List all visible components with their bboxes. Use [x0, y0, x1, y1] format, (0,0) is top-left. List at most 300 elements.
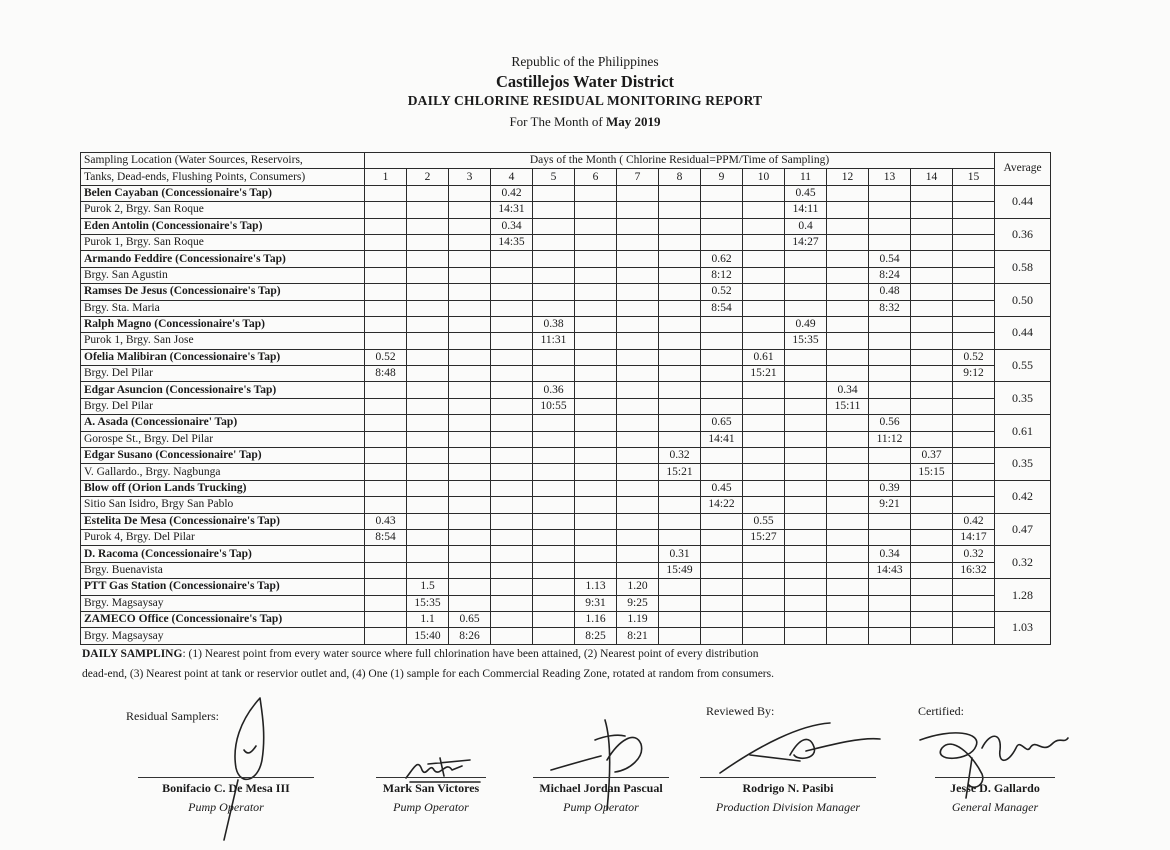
sampling-time-day-7 — [617, 464, 659, 480]
residual-value-day-6 — [575, 251, 617, 267]
table-row-sub — [81, 366, 1051, 382]
table-row-sub — [81, 595, 1051, 611]
sampling-time-day-13 — [869, 366, 911, 382]
sampling-time-day-1 — [365, 300, 407, 316]
sampling-note-label: DAILY SAMPLING — [82, 648, 183, 660]
sampling-time-day-11 — [785, 595, 827, 611]
residual-value-day-12 — [827, 480, 869, 496]
signer-2-title: Pump Operator — [393, 800, 469, 814]
sampling-time-day-4 — [491, 628, 533, 644]
sampling-time-day-1 — [365, 333, 407, 349]
samplers-label: Residual Samplers: — [126, 709, 219, 723]
sampling-time-day-3 — [449, 529, 491, 545]
sampling-time-day-7 — [617, 497, 659, 513]
residual-value-day-8 — [659, 349, 701, 365]
residual-value-day-6: 1.16 — [575, 611, 617, 627]
sampling-time-day-10 — [743, 267, 785, 283]
sampling-time-day-13: 8:24 — [869, 267, 911, 283]
sampling-time-day-4 — [491, 398, 533, 414]
residual-value-day-5 — [533, 611, 575, 627]
sampling-time-day-8 — [659, 333, 701, 349]
sampling-time-day-14 — [911, 595, 953, 611]
sampling-time-day-7 — [617, 333, 659, 349]
residual-value-day-7: 1.20 — [617, 579, 659, 595]
residual-value-day-5 — [533, 251, 575, 267]
sampling-time-day-12 — [827, 300, 869, 316]
residual-value-day-4: 0.34 — [491, 218, 533, 234]
sampling-time-day-10: 15:21 — [743, 366, 785, 382]
sampling-time-day-3 — [449, 267, 491, 283]
residual-value-day-1 — [365, 185, 407, 201]
table-row — [81, 185, 1051, 201]
day-header-5: 5 — [533, 169, 575, 185]
sampling-time-day-5 — [533, 497, 575, 513]
sampling-time-day-12: 15:11 — [827, 398, 869, 414]
sampling-time-day-8 — [659, 628, 701, 644]
residual-value-day-15 — [953, 218, 995, 234]
residual-value-day-5: 0.38 — [533, 316, 575, 332]
certified-label: Certified: — [918, 704, 964, 718]
sampling-time-day-13 — [869, 333, 911, 349]
sampling-time-day-9 — [701, 333, 743, 349]
residual-value-day-3 — [449, 513, 491, 529]
sampling-time-day-8 — [659, 529, 701, 545]
sampling-time-day-1 — [365, 628, 407, 644]
sampling-time-day-7: 9:25 — [617, 595, 659, 611]
sampling-time-day-11 — [785, 497, 827, 513]
average-value: 0.61 — [995, 415, 1051, 448]
residual-value-day-13 — [869, 579, 911, 595]
signer-2-name: Mark San Victores — [382, 781, 480, 795]
location-name: D. Racoma (Concessionaire's Tap) — [81, 546, 365, 562]
sampling-time-day-4 — [491, 595, 533, 611]
sampling-time-day-10 — [743, 234, 785, 250]
location-name: Armando Feddire (Concessionaire's Tap) — [81, 251, 365, 267]
residual-value-day-5 — [533, 579, 575, 595]
sampling-time-day-6 — [575, 398, 617, 414]
sampling-time-day-1 — [365, 464, 407, 480]
sampling-time-day-8 — [659, 595, 701, 611]
residual-value-day-1 — [365, 579, 407, 595]
residual-value-day-4 — [491, 251, 533, 267]
sampling-time-day-9: 8:54 — [701, 300, 743, 316]
sampling-time-day-14: 15:15 — [911, 464, 953, 480]
residual-value-day-6 — [575, 185, 617, 201]
residual-value-day-4 — [491, 579, 533, 595]
residual-value-day-7 — [617, 448, 659, 464]
residual-value-day-9 — [701, 448, 743, 464]
sampling-time-day-7 — [617, 267, 659, 283]
location-address: Sitio San Isidro, Brgy San Pablo — [81, 497, 365, 513]
sampling-time-day-6: 8:25 — [575, 628, 617, 644]
residual-value-day-2 — [407, 382, 449, 398]
average-value: 0.32 — [995, 546, 1051, 579]
location-address: Brgy. Del Pilar — [81, 398, 365, 414]
sampling-time-day-13: 9:21 — [869, 497, 911, 513]
residual-value-day-9 — [701, 579, 743, 595]
sampling-time-day-7 — [617, 431, 659, 447]
sampling-time-day-3 — [449, 333, 491, 349]
days-header: Days of the Month ( Chlorine Residual=PPM/Time of Sampling) — [365, 153, 995, 169]
location-address: Purok 2, Brgy. San Roque — [81, 202, 365, 218]
residual-value-day-10 — [743, 448, 785, 464]
sampling-time-day-6 — [575, 431, 617, 447]
residual-value-day-1: 0.43 — [365, 513, 407, 529]
table-row — [81, 546, 1051, 562]
sampling-time-day-14 — [911, 529, 953, 545]
residual-value-day-11 — [785, 579, 827, 595]
header-month-value: May 2019 — [606, 114, 661, 129]
signer-1-title: Pump Operator — [188, 800, 264, 814]
sampling-time-day-11: 15:35 — [785, 333, 827, 349]
residual-value-day-13 — [869, 448, 911, 464]
sampling-time-day-9 — [701, 464, 743, 480]
signer-4 — [693, 777, 883, 815]
sampling-time-day-9 — [701, 234, 743, 250]
residual-value-day-8 — [659, 382, 701, 398]
residual-value-day-7 — [617, 382, 659, 398]
day-header-8: 8 — [659, 169, 701, 185]
residual-value-day-9 — [701, 611, 743, 627]
residual-value-day-4 — [491, 480, 533, 496]
residual-value-day-10 — [743, 316, 785, 332]
sampling-time-day-3 — [449, 595, 491, 611]
sampling-time-day-2 — [407, 333, 449, 349]
sampling-time-day-4 — [491, 464, 533, 480]
table-row-sub — [81, 333, 1051, 349]
location-name: PTT Gas Station (Concessionaire's Tap) — [81, 579, 365, 595]
residual-value-day-1 — [365, 218, 407, 234]
residual-value-day-10 — [743, 284, 785, 300]
residual-value-day-12 — [827, 579, 869, 595]
signer-3-name: Michael Jordan Pascual — [539, 781, 663, 795]
location-name: Eden Antolin (Concessionaire's Tap) — [81, 218, 365, 234]
sampling-time-day-4 — [491, 431, 533, 447]
sampling-time-day-8 — [659, 366, 701, 382]
location-name: ZAMECO Office (Concessionaire's Tap) — [81, 611, 365, 627]
residual-value-day-6 — [575, 546, 617, 562]
residual-value-day-14 — [911, 513, 953, 529]
location-address: Brgy. San Agustin — [81, 267, 365, 283]
signer-5-name: Jesse D. Gallardo — [950, 781, 1040, 795]
residual-value-day-1 — [365, 611, 407, 627]
sampling-time-day-14 — [911, 366, 953, 382]
residual-value-day-15: 0.52 — [953, 349, 995, 365]
sampling-time-day-2 — [407, 234, 449, 250]
day-header-10: 10 — [743, 169, 785, 185]
average-value: 0.36 — [995, 218, 1051, 251]
location-address: Brgy. Sta. Maria — [81, 300, 365, 316]
sampling-time-day-10: 15:27 — [743, 529, 785, 545]
sampling-time-day-4 — [491, 529, 533, 545]
residual-value-day-14 — [911, 415, 953, 431]
sampling-time-day-11: 14:27 — [785, 234, 827, 250]
signer-4-name: Rodrigo N. Pasibi — [742, 781, 834, 795]
table-row-sub — [81, 267, 1051, 283]
residual-value-day-7 — [617, 546, 659, 562]
residual-value-day-11: 0.49 — [785, 316, 827, 332]
sampling-time-day-5 — [533, 464, 575, 480]
sampling-time-day-1 — [365, 497, 407, 513]
chlorine-residual-table — [80, 152, 1051, 645]
residual-value-day-15 — [953, 448, 995, 464]
sampling-time-day-5 — [533, 529, 575, 545]
sampling-time-day-9: 14:41 — [701, 431, 743, 447]
sampling-time-day-9 — [701, 366, 743, 382]
sampling-time-day-2 — [407, 267, 449, 283]
sampling-time-day-10 — [743, 202, 785, 218]
header-month — [0, 114, 1170, 130]
residual-value-day-15: 0.42 — [953, 513, 995, 529]
table-header-row-2 — [81, 169, 1051, 185]
day-header-9: 9 — [701, 169, 743, 185]
residual-value-day-1 — [365, 284, 407, 300]
sampling-time-day-15 — [953, 234, 995, 250]
sampling-time-day-9 — [701, 562, 743, 578]
residual-value-day-1 — [365, 480, 407, 496]
residual-value-day-3 — [449, 382, 491, 398]
location-name: Blow off (Orion Lands Trucking) — [81, 480, 365, 496]
sampling-time-day-13 — [869, 398, 911, 414]
sampling-time-day-4 — [491, 333, 533, 349]
residual-value-day-10 — [743, 251, 785, 267]
sampling-time-day-1: 8:48 — [365, 366, 407, 382]
sampling-time-day-1 — [365, 202, 407, 218]
table-row — [81, 513, 1051, 529]
sampling-time-day-14 — [911, 234, 953, 250]
sampling-time-day-2 — [407, 366, 449, 382]
location-name: Belen Cayaban (Concessionaire's Tap) — [81, 185, 365, 201]
average-value: 0.44 — [995, 185, 1051, 218]
residual-value-day-8 — [659, 513, 701, 529]
sampling-time-day-3 — [449, 300, 491, 316]
sampling-time-day-8: 15:49 — [659, 562, 701, 578]
sampling-time-day-11 — [785, 628, 827, 644]
residual-value-day-6 — [575, 513, 617, 529]
residual-value-day-3: 0.65 — [449, 611, 491, 627]
sampling-time-day-14 — [911, 202, 953, 218]
residual-value-day-10 — [743, 480, 785, 496]
sampling-time-day-10 — [743, 464, 785, 480]
residual-value-day-7 — [617, 349, 659, 365]
residual-value-day-3 — [449, 480, 491, 496]
sampling-time-day-11 — [785, 267, 827, 283]
table-row-sub — [81, 562, 1051, 578]
sampling-time-day-14 — [911, 562, 953, 578]
sampling-time-day-5 — [533, 234, 575, 250]
residual-value-day-11: 0.45 — [785, 185, 827, 201]
sampling-time-day-2 — [407, 464, 449, 480]
location-address: Brgy. Buenavista — [81, 562, 365, 578]
residual-value-day-8: 0.31 — [659, 546, 701, 562]
residual-value-day-7 — [617, 316, 659, 332]
average-value: 0.58 — [995, 251, 1051, 284]
sampling-time-day-6 — [575, 497, 617, 513]
sampling-time-day-15 — [953, 464, 995, 480]
sampling-time-day-8 — [659, 234, 701, 250]
residual-value-day-8 — [659, 185, 701, 201]
residual-value-day-7 — [617, 251, 659, 267]
residual-value-day-11 — [785, 415, 827, 431]
residual-value-day-10: 0.55 — [743, 513, 785, 529]
sampling-time-day-10 — [743, 333, 785, 349]
day-header-13: 13 — [869, 169, 911, 185]
sampling-time-day-13 — [869, 202, 911, 218]
header-republic: Republic of the Philippines — [511, 54, 659, 69]
residual-value-day-12 — [827, 448, 869, 464]
residual-value-day-4 — [491, 448, 533, 464]
sampling-time-day-10 — [743, 497, 785, 513]
residual-value-day-5 — [533, 218, 575, 234]
residual-value-day-9: 0.65 — [701, 415, 743, 431]
residual-value-day-2 — [407, 185, 449, 201]
residual-value-day-6 — [575, 480, 617, 496]
residual-value-day-8 — [659, 251, 701, 267]
residual-value-day-10 — [743, 546, 785, 562]
sampling-time-day-10 — [743, 562, 785, 578]
sampling-time-day-15 — [953, 202, 995, 218]
residual-value-day-9: 0.45 — [701, 480, 743, 496]
residual-value-day-13: 0.56 — [869, 415, 911, 431]
header-month-prefix: For The Month of — [509, 114, 606, 129]
residual-value-day-6 — [575, 316, 617, 332]
sampling-time-day-4: 14:35 — [491, 234, 533, 250]
sampling-time-day-3 — [449, 562, 491, 578]
table-row-sub — [81, 300, 1051, 316]
signer-1 — [131, 777, 321, 815]
signer-5-title: General Manager — [951, 800, 1039, 814]
sampling-time-day-13 — [869, 628, 911, 644]
sampling-time-day-1 — [365, 431, 407, 447]
table-row — [81, 251, 1051, 267]
sampling-note-line1 — [82, 648, 982, 660]
residual-value-day-1 — [365, 546, 407, 562]
residual-value-day-6 — [575, 448, 617, 464]
residual-value-day-11 — [785, 480, 827, 496]
residual-value-day-1 — [365, 415, 407, 431]
signer-3-title: Pump Operator — [563, 800, 639, 814]
table-row-sub — [81, 464, 1051, 480]
residual-value-day-7 — [617, 480, 659, 496]
header-agency: Castillejos Water District — [495, 72, 675, 91]
location-header-line2: Tanks, Dead-ends, Flushing Points, Consumers) — [81, 169, 365, 185]
sampling-time-day-14 — [911, 267, 953, 283]
residual-value-day-2: 1.5 — [407, 579, 449, 595]
residual-value-day-7 — [617, 218, 659, 234]
residual-value-day-3 — [449, 316, 491, 332]
location-name: Ofelia Malibiran (Concessionaire's Tap) — [81, 349, 365, 365]
residual-value-day-15 — [953, 185, 995, 201]
sampling-time-day-10 — [743, 300, 785, 316]
residual-value-day-11: 0.4 — [785, 218, 827, 234]
sampling-time-day-11: 14:11 — [785, 202, 827, 218]
sampling-time-day-8 — [659, 300, 701, 316]
residual-value-day-13 — [869, 611, 911, 627]
sampling-time-day-5 — [533, 431, 575, 447]
sampling-time-day-6 — [575, 333, 617, 349]
table-row-sub — [81, 398, 1051, 414]
residual-value-day-15 — [953, 251, 995, 267]
day-header-12: 12 — [827, 169, 869, 185]
table-row-sub — [81, 497, 1051, 513]
residual-value-day-12 — [827, 316, 869, 332]
residual-value-day-15 — [953, 382, 995, 398]
day-header-14: 14 — [911, 169, 953, 185]
residual-value-day-10 — [743, 218, 785, 234]
residual-value-day-4 — [491, 513, 533, 529]
sampling-time-day-13 — [869, 234, 911, 250]
sampling-time-day-15 — [953, 628, 995, 644]
residual-value-day-6 — [575, 218, 617, 234]
residual-value-day-3 — [449, 185, 491, 201]
residual-value-day-8 — [659, 415, 701, 431]
signer-2 — [336, 777, 526, 815]
residual-value-day-12: 0.34 — [827, 382, 869, 398]
residual-value-day-2 — [407, 513, 449, 529]
sampling-time-day-8 — [659, 431, 701, 447]
sampling-time-day-5 — [533, 366, 575, 382]
sampling-time-day-15 — [953, 398, 995, 414]
residual-value-day-14 — [911, 382, 953, 398]
sampling-time-day-7 — [617, 366, 659, 382]
residual-value-day-5 — [533, 513, 575, 529]
sampling-time-day-4 — [491, 267, 533, 283]
residual-value-day-4 — [491, 316, 533, 332]
residual-value-day-3 — [449, 415, 491, 431]
sampling-time-day-9: 14:22 — [701, 497, 743, 513]
sampling-time-day-3 — [449, 234, 491, 250]
residual-value-day-13 — [869, 218, 911, 234]
residual-value-day-1: 0.52 — [365, 349, 407, 365]
residual-value-day-13: 0.34 — [869, 546, 911, 562]
sampling-time-day-8 — [659, 267, 701, 283]
residual-value-day-12 — [827, 284, 869, 300]
residual-value-day-14 — [911, 316, 953, 332]
sampling-time-day-13: 11:12 — [869, 431, 911, 447]
sampling-time-day-14 — [911, 431, 953, 447]
sampling-time-day-5 — [533, 202, 575, 218]
residual-value-day-13 — [869, 382, 911, 398]
location-address: Gorospe St., Brgy. Del Pilar — [81, 431, 365, 447]
residual-value-day-14 — [911, 546, 953, 562]
table-row — [81, 415, 1051, 431]
sampling-time-day-6 — [575, 300, 617, 316]
residual-value-day-1 — [365, 316, 407, 332]
sampling-time-day-11 — [785, 300, 827, 316]
sampling-time-day-4 — [491, 497, 533, 513]
location-header-line1: Sampling Location (Water Sources, Reservoirs, — [81, 153, 365, 169]
signer-4-title: Production Division Manager — [715, 800, 861, 814]
residual-value-day-2 — [407, 251, 449, 267]
residual-value-day-3 — [449, 448, 491, 464]
residual-value-day-2: 1.1 — [407, 611, 449, 627]
sampling-time-day-3 — [449, 398, 491, 414]
signature-pasibi — [710, 715, 890, 785]
sampling-time-day-14 — [911, 333, 953, 349]
sampling-time-day-5 — [533, 628, 575, 644]
sampling-time-day-15 — [953, 333, 995, 349]
sampling-time-day-2 — [407, 431, 449, 447]
residual-value-day-2 — [407, 546, 449, 562]
day-header-1: 1 — [365, 169, 407, 185]
residual-value-day-2 — [407, 218, 449, 234]
residual-value-day-10 — [743, 415, 785, 431]
location-name: Ralph Magno (Concessionaire's Tap) — [81, 316, 365, 332]
sampling-time-day-1 — [365, 562, 407, 578]
residual-value-day-15 — [953, 415, 995, 431]
residual-value-day-3 — [449, 251, 491, 267]
sampling-time-day-1 — [365, 398, 407, 414]
